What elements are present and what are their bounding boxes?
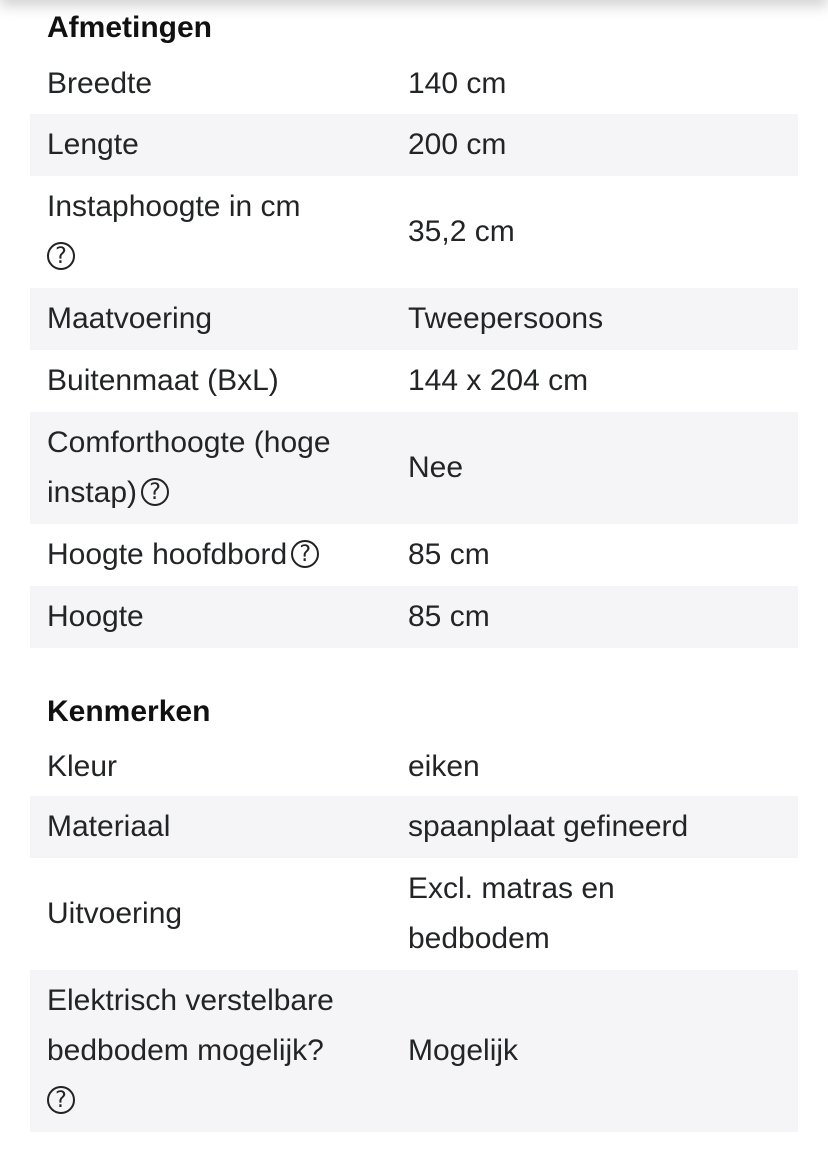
kenmerken-table (30, 738, 798, 1132)
section-title-kenmerken: Kenmerken (47, 695, 211, 728)
afmetingen-section (30, 2, 798, 648)
spec-label: Instaphoogte in cm (47, 190, 301, 223)
afmetingen-table (30, 54, 798, 648)
table-row-lengte (30, 114, 798, 176)
table-row-comforthoogte (30, 412, 798, 524)
table-row-materiaal (30, 796, 798, 858)
spec-label: Buitenmaat (BxL) (47, 364, 279, 397)
spec-label-container (30, 530, 408, 580)
table-row-kleur (30, 738, 798, 796)
table-row-buitenmaat (30, 350, 798, 412)
spec-label: Maatvoering (47, 302, 213, 335)
spec-value: 85 cm (408, 538, 490, 571)
spec-label: Materiaal (47, 810, 171, 843)
spec-value: 144 x 204 cm (408, 364, 589, 397)
table-row-instaphoogte (30, 176, 798, 288)
spec-value: Mogelijk (408, 1034, 519, 1067)
spec-label-line: Comforthoogte (hoge (47, 426, 331, 459)
table-row-hoogte (30, 586, 798, 648)
spec-label: Lengte (47, 128, 139, 161)
spec-value: eiken (408, 750, 480, 783)
spec-value: 85 cm (408, 600, 490, 633)
spec-value: spaanplaat gefineerd (408, 810, 689, 843)
spec-label-container (30, 182, 408, 282)
table-row-breedte (30, 54, 798, 114)
spec-label-line: bedbodem mogelijk? (47, 1034, 324, 1067)
kenmerken-section (30, 686, 798, 1132)
table-row-uitvoering (30, 858, 798, 970)
spec-value: Nee (408, 451, 464, 484)
spec-value-line: Excl. matras en (408, 872, 615, 905)
table-row-elektrisch-verstelbaar (30, 970, 798, 1132)
spec-label: Breedte (47, 67, 153, 100)
question-circle-icon[interactable]: ? (141, 478, 169, 506)
spec-value: 140 cm (408, 67, 507, 100)
table-row-maatvoering (30, 288, 798, 350)
spec-label-container (30, 418, 408, 518)
spec-label-line: Elektrisch verstelbare (47, 984, 334, 1017)
spec-label: Uitvoering (47, 897, 183, 930)
spec-label-line: instap) (47, 476, 138, 509)
question-circle-icon[interactable]: ? (47, 1086, 75, 1114)
spec-value: 200 cm (408, 128, 507, 161)
spec-value: 35,2 cm (408, 215, 515, 248)
question-circle-icon[interactable]: ? (291, 540, 319, 568)
question-circle-icon[interactable]: ? (47, 242, 75, 270)
spec-label: Kleur (47, 750, 118, 783)
spec-label-container (30, 976, 408, 1126)
spec-label: Hoogte hoofdbord (47, 538, 288, 571)
spec-value-line: bedbodem (408, 922, 550, 955)
spec-value-container (408, 864, 798, 964)
spec-value: Tweepersoons (408, 302, 604, 335)
spec-label: Hoogte (47, 600, 144, 633)
section-title-afmetingen: Afmetingen (47, 11, 212, 44)
table-row-hoogte-hoofdbord (30, 524, 798, 586)
